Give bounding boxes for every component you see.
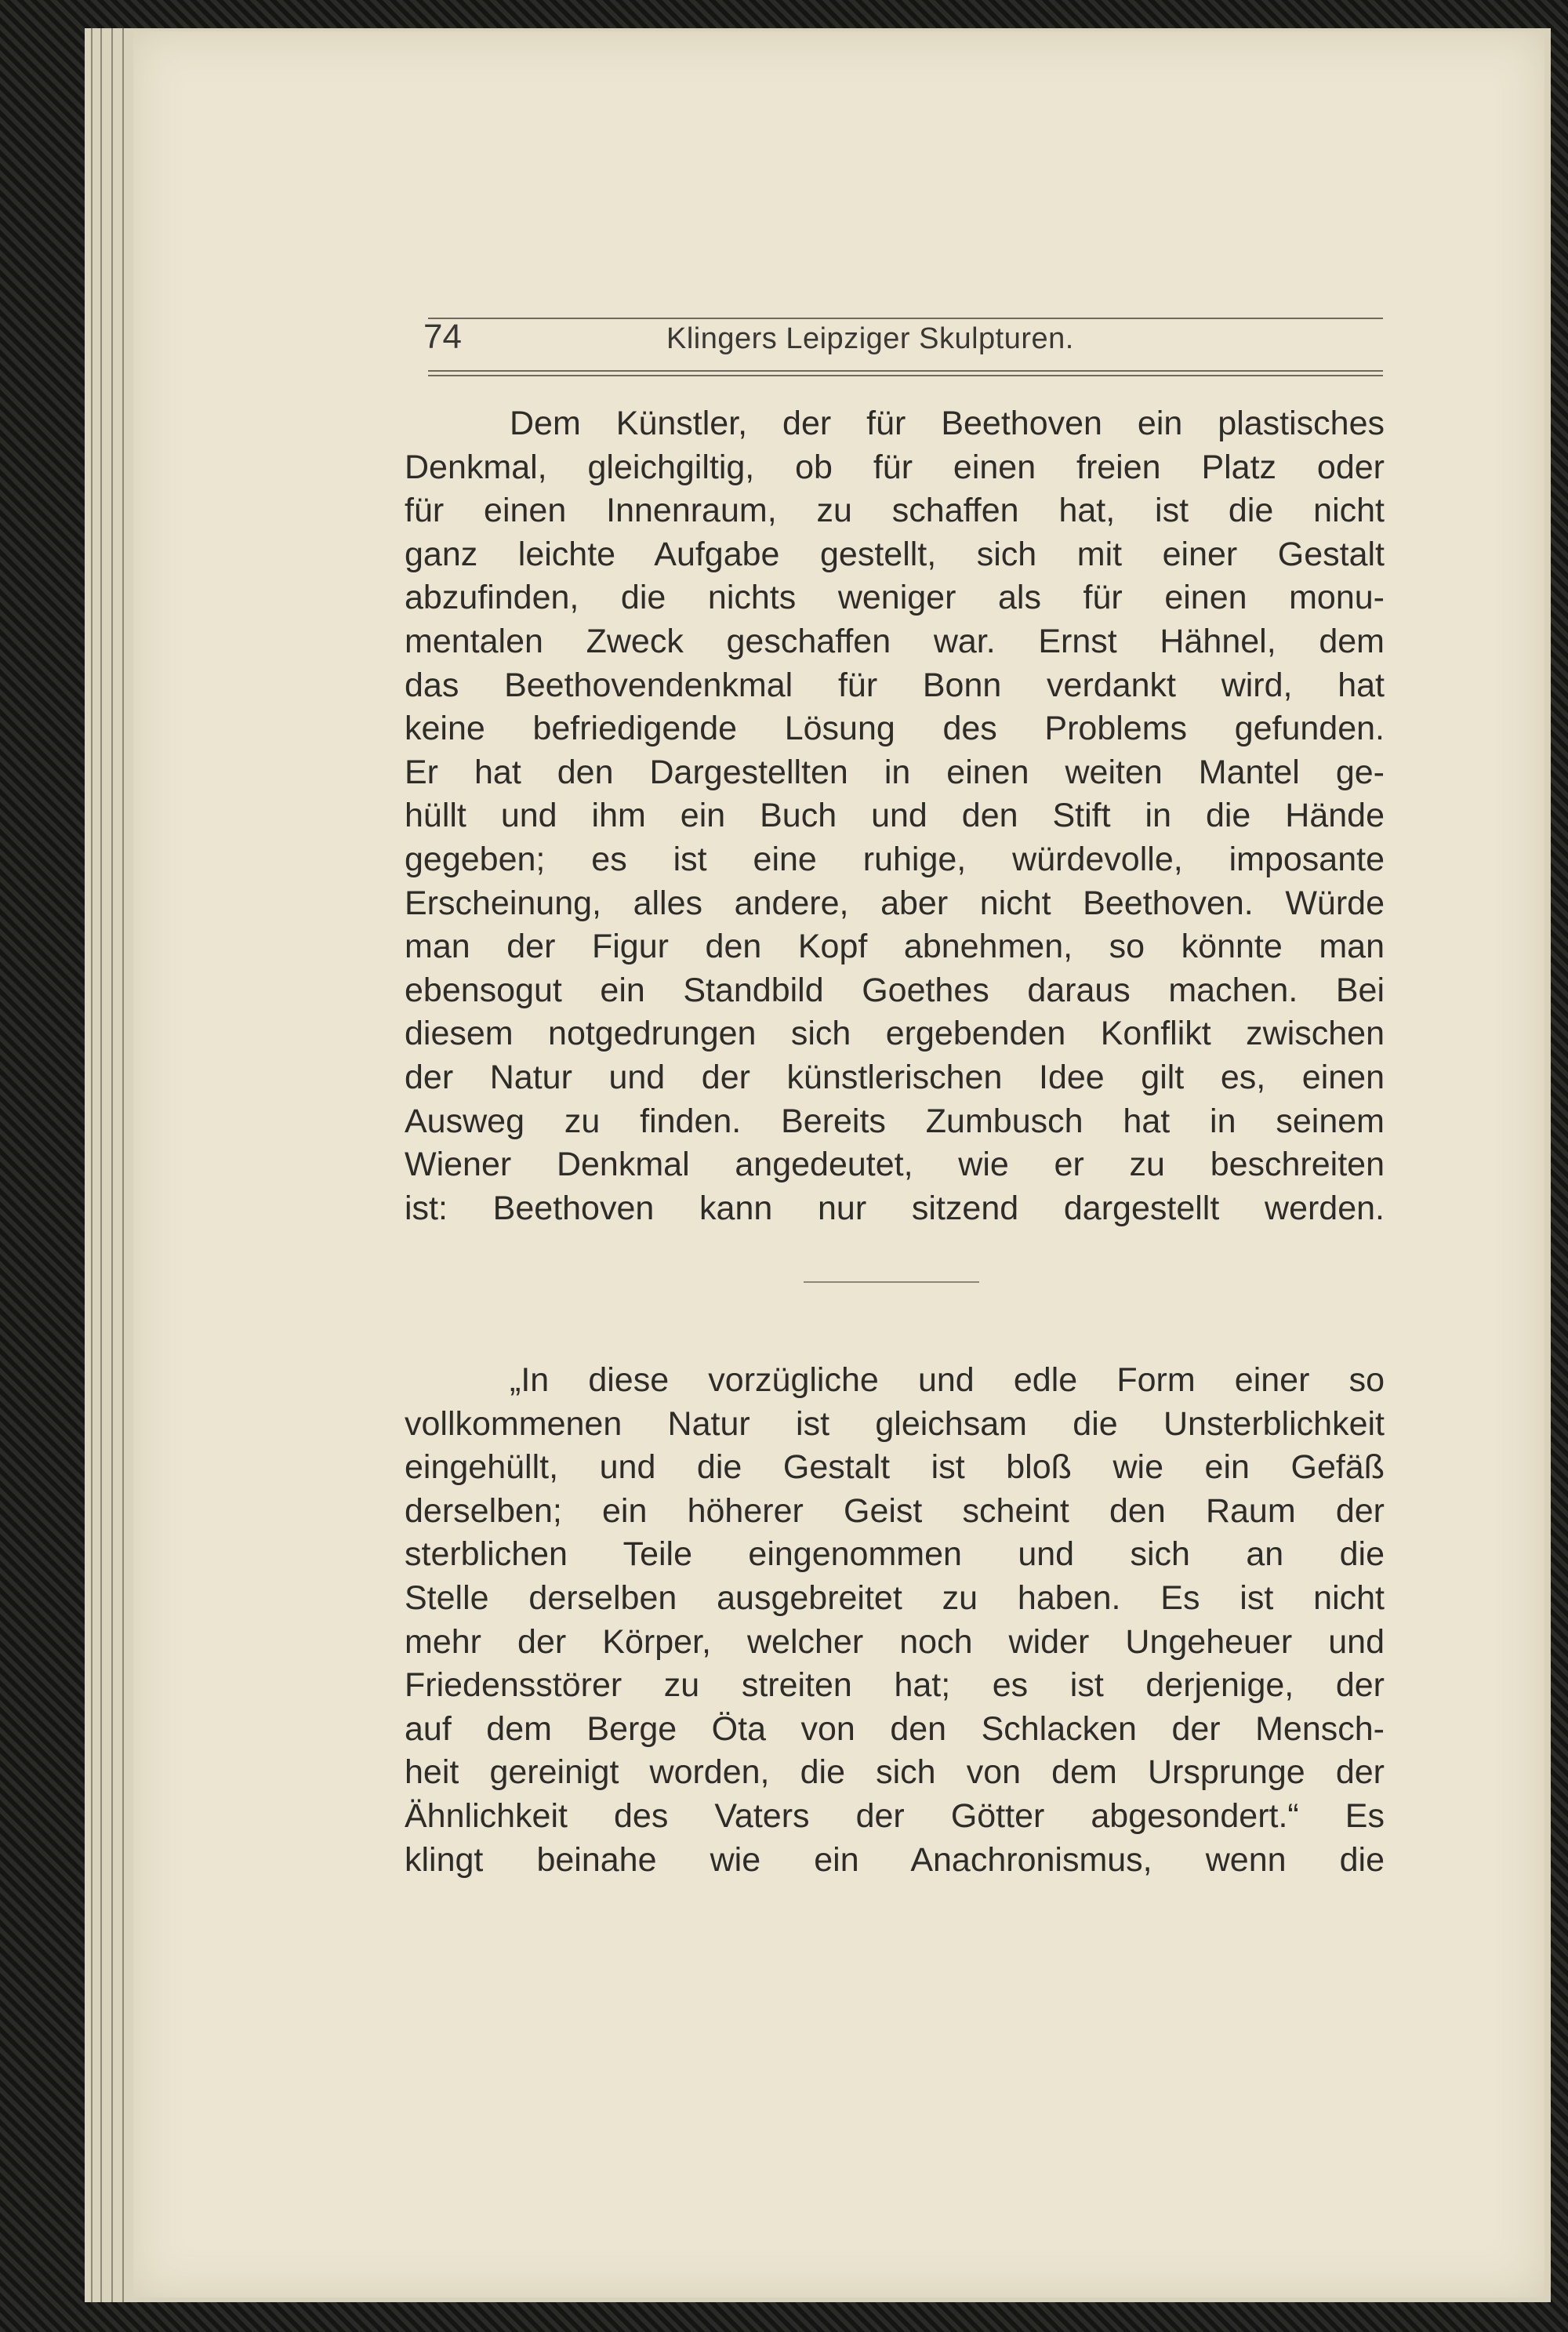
text-line: für einen Innenraum, zu schaffen hat, ist die nicht — [405, 492, 1385, 530]
text-line: man der Figur den Kopf abnehmen, so könnte man — [405, 928, 1385, 966]
text-line: mentalen Zweck geschaffen war. Ernst Hähnel, dem — [405, 622, 1385, 660]
text-line: sterblichen Teile eingenommen und sich an die — [405, 1535, 1385, 1574]
text-line: Er hat den Dargestellten in einen weiten Mantel ge- — [405, 753, 1385, 791]
text-line: mehr der Körper, welcher noch wider Ungeheuer und — [405, 1622, 1385, 1661]
text-line: gegeben; es ist eine ruhige, würdevolle, imposante — [405, 840, 1385, 878]
text-line: eingehüllt, und die Gestalt ist bloß wie ein Gefäß — [405, 1448, 1385, 1487]
page-header — [423, 318, 1383, 365]
text-line: der Natur und der künstlerischen Idee gilt es, einen — [405, 1058, 1385, 1096]
running-title: Klingers Leipziger Skulpturen. — [666, 322, 1074, 355]
text-line: Erscheinung, alles andere, aber nicht Beethoven. Würde — [405, 884, 1385, 922]
text-line: klingt beinahe wie ein Anachronismus, wenn die — [405, 1840, 1385, 1879]
text-line: abzufinden, die nichts weniger als für einen monu- — [405, 579, 1385, 617]
text-line: das Beethovendenkmal für Bonn verdankt wird, hat — [405, 666, 1385, 704]
text-line: Ähnlichkeit des Vaters der Götter abgesondert.“ Es — [405, 1796, 1385, 1835]
text-line: Wiener Denkmal angedeutet, wie er zu beschreiten — [405, 1146, 1385, 1184]
header-bottom-rule-2 — [428, 375, 1383, 376]
text-line: hüllt und ihm ein Buch und den Stift in die Hände — [405, 797, 1385, 835]
paragraph-2-quote — [405, 1359, 1385, 1882]
text-line: derselben; ein höherer Geist scheint den Raum der — [405, 1491, 1385, 1530]
text-line: auf dem Berge Öta von den Schlacken der Mensch- — [405, 1709, 1385, 1748]
text-line: ganz leichte Aufgabe gestellt, sich mit einer Gestalt — [405, 535, 1385, 573]
paragraph-1 — [405, 402, 1385, 1230]
page-edge — [122, 28, 124, 2302]
text-line: vollkommenen Natur ist gleichsam die Unsterblichkeit — [405, 1404, 1385, 1443]
text-line: diesem notgedrungen sich ergebenden Konflikt zwischen — [405, 1015, 1385, 1053]
text-line: „In diese vorzügliche und edle Form einer so — [510, 1361, 1385, 1399]
page-number: 74 — [423, 318, 462, 356]
section-separator — [804, 1281, 979, 1283]
page-edge — [91, 28, 93, 2302]
text-line: Dem Künstler, der für Beethoven ein plastisches — [510, 405, 1385, 442]
text-line: Friedensstörer zu streiten hat; es ist derjenige, der — [405, 1666, 1385, 1705]
text-line: Ausweg zu finden. Bereits Zumbusch hat in seinem — [405, 1102, 1385, 1140]
text-line: Stelle derselben ausgebreitet zu haben. Es ist nicht — [405, 1578, 1385, 1617]
text-line: keine befriedigende Lösung des Problems gefunden. — [405, 710, 1385, 748]
header-bottom-rule — [428, 370, 1383, 372]
page-edge — [100, 28, 102, 2302]
text-line: ist: Beethoven kann nur sitzend dargestellt werden. — [405, 1189, 1385, 1227]
text-line: heit gereinigt worden, die sich von dem Ursprunge der — [405, 1753, 1385, 1792]
text-line: ebensogut ein Standbild Goethes daraus machen. Bei — [405, 971, 1385, 1009]
page-edge — [111, 28, 113, 2302]
text-line: Denkmal, gleichgiltig, ob für einen freien Platz oder — [405, 448, 1385, 486]
